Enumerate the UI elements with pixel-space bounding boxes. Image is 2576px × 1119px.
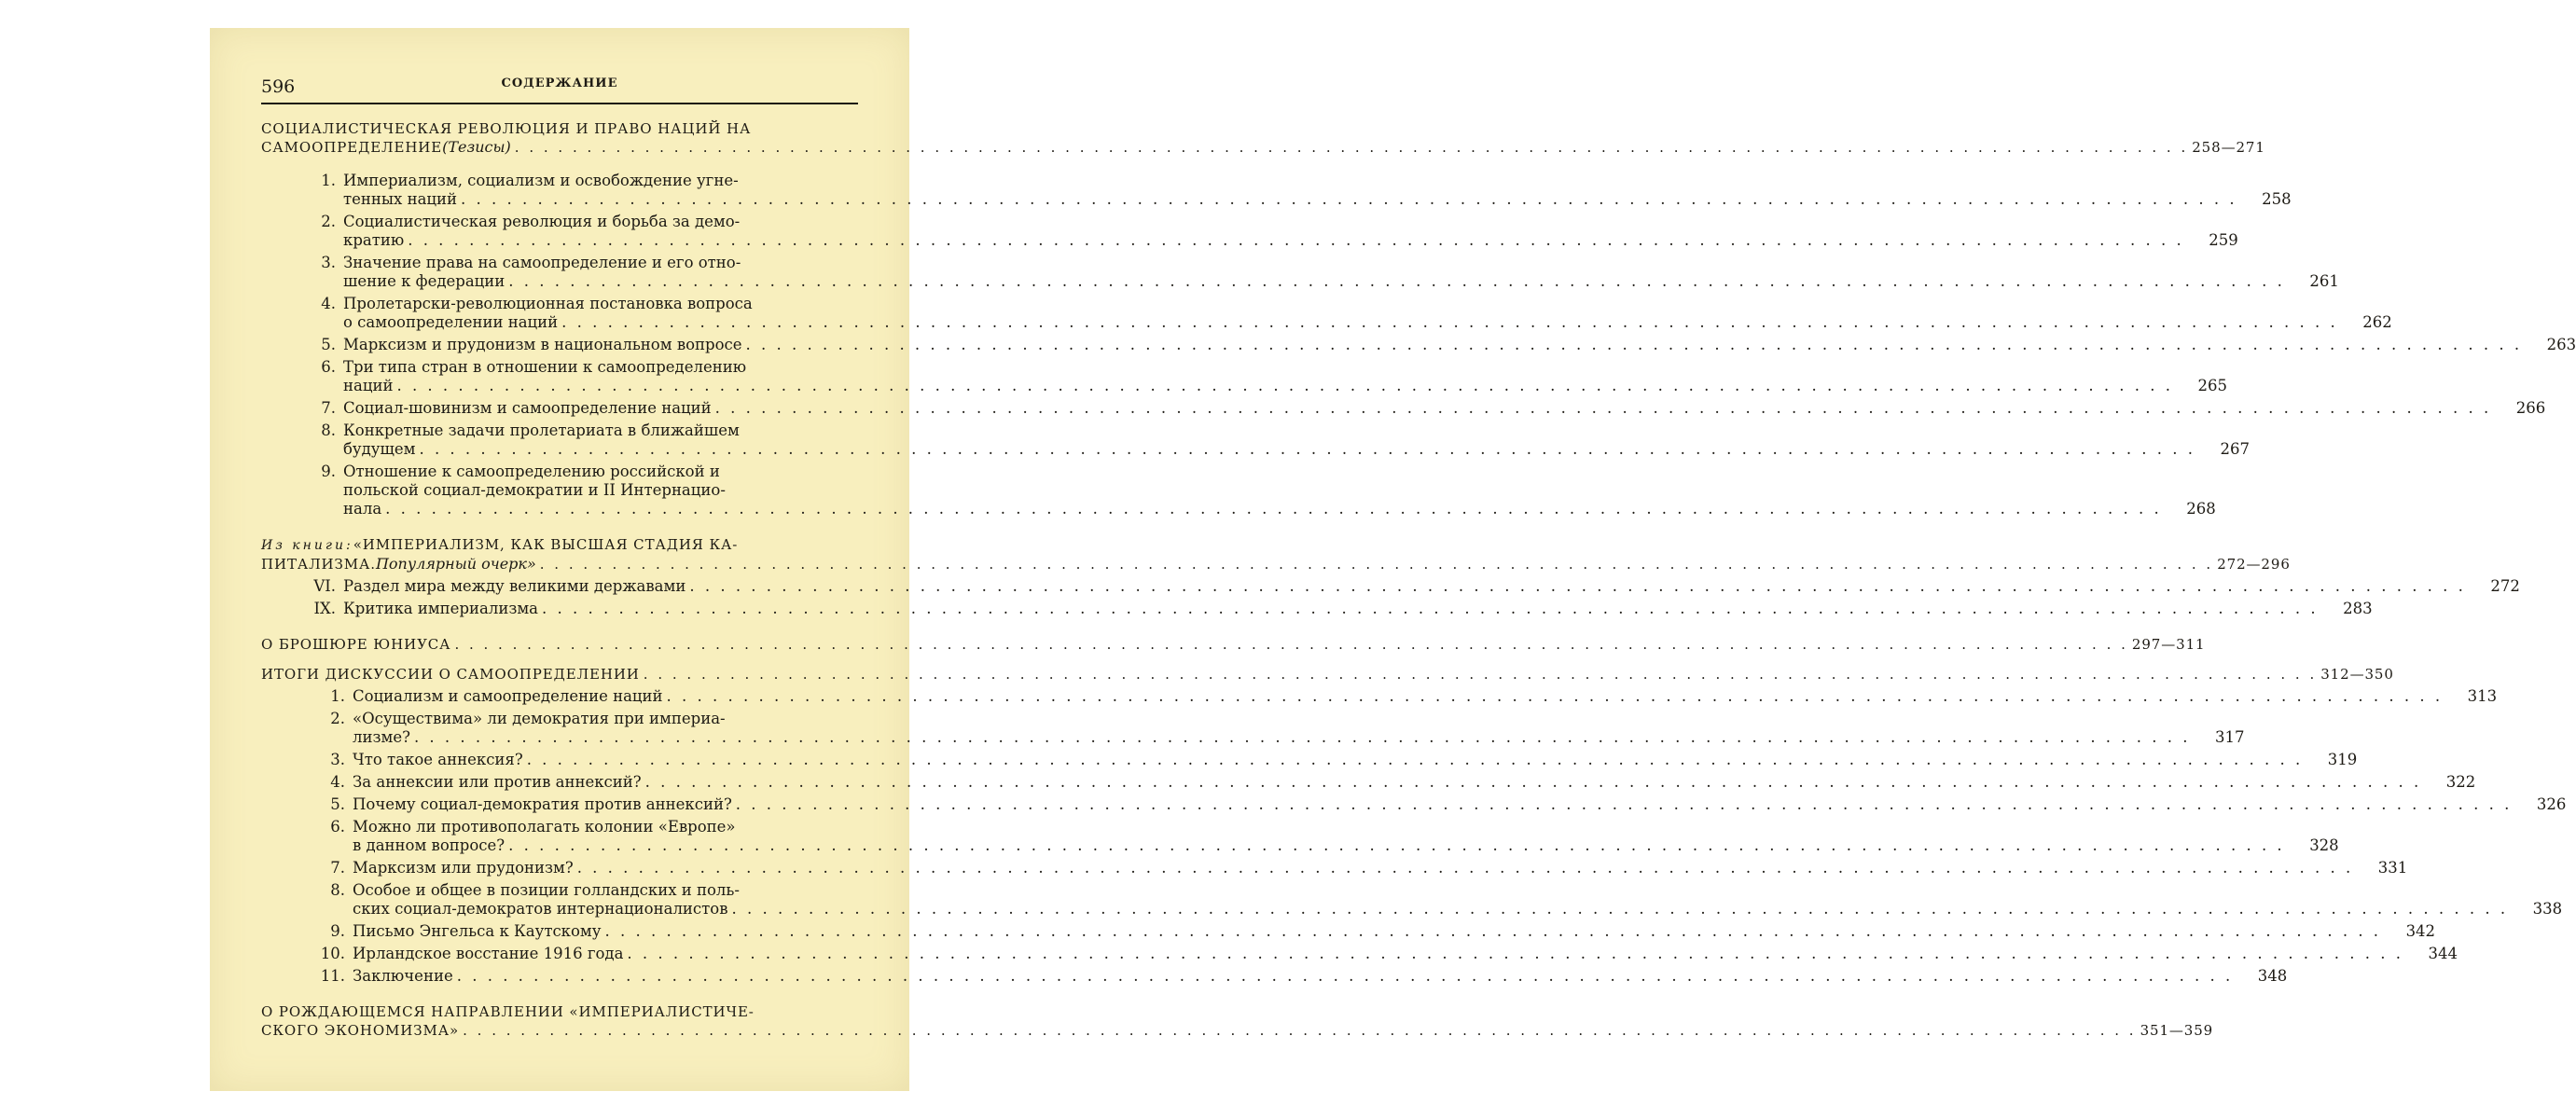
section-pages: 312—350 xyxy=(2320,666,2394,683)
entry-page: 272 xyxy=(2490,577,2520,595)
toc-entry xyxy=(261,687,2498,706)
toc-entry xyxy=(261,421,2251,459)
entry-line: Раздел мира между великими державами . . . xyxy=(343,577,2470,596)
leader-dots xyxy=(645,773,2422,792)
entry-text xyxy=(353,710,2195,747)
toc-entry xyxy=(261,463,2216,518)
section-title-line: О РОЖДАЮЩЕМСЯ НАПРАВЛЕНИИ «ИМПЕРИАЛИСТИЧЕ- xyxy=(261,1003,755,1020)
entry-page: 322 xyxy=(2445,773,2476,791)
leader-dots xyxy=(419,440,2195,459)
entry-line: Что такое аннексия? . . . xyxy=(353,751,2306,769)
entry-number: 2. xyxy=(330,710,345,727)
leader-dots xyxy=(644,665,2317,684)
entry-page: 313 xyxy=(2467,687,2498,705)
entry-page: 268 xyxy=(2186,500,2216,518)
entry-line: Ирландское восстание 1916 года . . . xyxy=(353,945,2407,963)
entry-page: 328 xyxy=(2309,836,2339,854)
toc-entry xyxy=(261,751,2358,769)
leader-dots xyxy=(396,377,2173,395)
entry-line: Почему социал-демократия против аннексий? . . . xyxy=(353,795,2515,814)
entry-text xyxy=(343,295,2342,332)
entry-number: IX. xyxy=(313,600,336,617)
entry-number: 1. xyxy=(330,687,345,705)
entry-number: 2. xyxy=(321,213,336,230)
entry-line: Пролетарски-революционная постановка вопроса xyxy=(343,295,753,312)
entry-page: 331 xyxy=(2377,859,2408,877)
section-title-line: САМООПРЕДЕЛЕНИЕ (Тезисы) . . . 258—271 xyxy=(261,138,858,157)
entry-number: 9. xyxy=(321,463,336,480)
entry-line: о самоопределении наций . . . xyxy=(343,313,2342,332)
entry-line: наций . . . xyxy=(343,377,2177,395)
entry-page: 267 xyxy=(2220,440,2251,458)
entry-text xyxy=(343,336,2526,354)
entry-text xyxy=(353,967,2237,986)
entry-number: 4. xyxy=(330,773,345,791)
entry-line: Конкретные задачи пролетариата в ближайшем xyxy=(343,421,740,439)
section-title-line: СОЦИАЛИСТИЧЕСКАЯ РЕВОЛЮЦИЯ И ПРАВО НАЦИЙ НА xyxy=(261,120,752,137)
leader-dots xyxy=(463,1021,2136,1040)
entry-line: лизме? . . . xyxy=(353,728,2195,747)
entry-line: Социализм и самоопределение наций . . . xyxy=(353,687,2446,706)
entry-text xyxy=(353,751,2306,769)
entry-number: 7. xyxy=(321,399,336,417)
toc-section-5 xyxy=(261,1002,2214,1040)
entry-line: Письмо Энгельса к Каутскому . . . xyxy=(353,922,2385,941)
entry-page: 348 xyxy=(2257,967,2288,985)
entry-number: 6. xyxy=(330,818,345,836)
entry-text xyxy=(353,818,2289,855)
toc-section-4 xyxy=(261,665,2567,986)
leader-dots xyxy=(715,399,2492,418)
entry-page: 265 xyxy=(2197,377,2228,394)
leader-dots xyxy=(627,945,2403,963)
toc-entry xyxy=(261,922,2436,941)
entry-text xyxy=(353,922,2385,941)
entry-line: «Осуществима» ли демократия при империа- xyxy=(353,710,726,727)
entry-number: VI. xyxy=(313,577,336,595)
toc-entry xyxy=(261,859,2408,877)
entry-page: 338 xyxy=(2532,900,2563,918)
entry-number: 4. xyxy=(321,295,336,312)
toc-entry xyxy=(261,213,2238,250)
toc-entry xyxy=(261,795,2567,814)
entry-text xyxy=(343,254,2289,291)
entry-line: Можно ли противополагать колонии «Европе» xyxy=(353,818,736,836)
entry-number: 1. xyxy=(321,172,336,189)
toc-entry xyxy=(261,881,2563,919)
toc-entry xyxy=(261,818,2339,855)
leader-dots xyxy=(689,577,2466,596)
section-pages: 272—296 xyxy=(2217,556,2291,573)
entry-text xyxy=(353,687,2446,706)
entry-line: Значение права на самоопределение и его отно- xyxy=(343,254,741,271)
entry-line: ских социал-демократов интернационалистов . . . xyxy=(353,900,2512,919)
leader-dots xyxy=(540,555,2213,573)
leader-dots xyxy=(746,336,2523,354)
entry-line: Заключение . . . xyxy=(353,967,2237,986)
leader-dots xyxy=(542,600,2319,618)
header-rule xyxy=(261,103,858,104)
entry-number: 3. xyxy=(330,751,345,768)
section-pages: 258—271 xyxy=(2192,139,2265,156)
entry-page: 259 xyxy=(2209,231,2238,249)
entry-number: 11. xyxy=(320,967,345,985)
leader-dots xyxy=(457,967,2234,986)
entry-text xyxy=(343,463,2166,518)
toc-entry xyxy=(261,172,2292,209)
section-title-line: СКОГО ЭКОНОМИЗМА» . . . 351—359 xyxy=(261,1021,858,1040)
entry-text xyxy=(353,773,2425,792)
entry-line: будущем . . . xyxy=(343,440,2199,459)
entry-line: Отношение к самоопределению российской и xyxy=(343,463,720,480)
toc-content xyxy=(261,76,2576,1040)
leader-dots xyxy=(732,900,2509,919)
section-title-line: О БРОШЮРЕ ЮНИУСА . . . 297—311 xyxy=(261,635,858,654)
toc-entry xyxy=(261,600,2373,618)
book-page xyxy=(210,28,2576,1091)
entry-text xyxy=(353,795,2515,814)
entry-line: Марксизм и прудонизм в национальном вопросе . . . xyxy=(343,336,2526,354)
section-title-line: ПИТАЛИЗМА. Популярный очерк» . . . 272—296 xyxy=(261,555,858,573)
entry-text xyxy=(343,577,2470,596)
entry-text xyxy=(343,358,2177,395)
entry-number: 8. xyxy=(330,881,345,899)
entry-text xyxy=(343,600,2322,618)
toc-entry xyxy=(261,945,2458,963)
leader-dots xyxy=(508,836,2285,855)
entry-number: 10. xyxy=(320,945,345,962)
entry-line: Марксизм или прудонизм? . . . xyxy=(353,859,2357,877)
leader-dots xyxy=(408,231,2184,250)
entry-text xyxy=(343,399,2495,418)
page-number: 596 xyxy=(261,76,296,97)
entry-page: 266 xyxy=(2515,399,2546,417)
entry-line: тенных наций . . . xyxy=(343,190,2241,209)
leader-dots xyxy=(385,500,2162,518)
entry-line: кратию . . . xyxy=(343,231,2188,250)
leader-dots xyxy=(667,687,2444,706)
entry-number: 5. xyxy=(321,336,336,353)
entry-line: Империализм, социализм и освобождение угне- xyxy=(343,172,739,189)
leader-dots xyxy=(604,922,2381,941)
leader-dots xyxy=(515,138,2188,157)
entry-text xyxy=(353,881,2512,919)
toc-section-3 xyxy=(261,635,2206,654)
leader-dots xyxy=(577,859,2354,877)
toc-entry xyxy=(261,399,2546,418)
toc-entry xyxy=(261,710,2245,747)
section-pages: 297—311 xyxy=(2131,636,2206,653)
entry-page: 342 xyxy=(2405,922,2436,940)
entry-number: 5. xyxy=(330,795,345,813)
section-pages: 351—359 xyxy=(2140,1022,2214,1039)
entry-line: шение к федерации . . . xyxy=(343,272,2289,291)
leader-dots xyxy=(414,728,2191,747)
entry-number: 6. xyxy=(321,358,336,376)
running-title: СОДЕРЖАНИЕ xyxy=(501,76,618,90)
toc-entry xyxy=(261,967,2288,986)
entry-text xyxy=(343,172,2241,209)
entry-line: За аннексии или против аннексий? . . . xyxy=(353,773,2425,792)
entry-line: в данном вопросе? . . . xyxy=(353,836,2289,855)
toc-entry xyxy=(261,336,2576,354)
leader-dots xyxy=(561,313,2338,332)
toc-section-2 xyxy=(261,535,2520,618)
entry-line: Критика империализма . . . xyxy=(343,600,2322,618)
toc-section-1 xyxy=(261,119,2576,518)
toc-entry xyxy=(261,577,2520,596)
entry-text xyxy=(353,859,2357,877)
entry-text xyxy=(343,421,2199,459)
entry-line: Особое и общее в позиции голландских и поль- xyxy=(353,881,740,899)
entry-page: 258 xyxy=(2262,190,2292,208)
entry-page: 317 xyxy=(2215,728,2245,746)
entry-number: 7. xyxy=(330,859,345,877)
section-title-line: Из книги: «ИМПЕРИАЛИЗМ, КАК ВЫСШАЯ СТАДИЯ КА- xyxy=(261,536,739,553)
entry-page: 326 xyxy=(2536,795,2567,813)
section-title-line: ИТОГИ ДИСКУССИИ О САМООПРЕДЕЛЕНИИ . . . 312—350 xyxy=(261,665,858,684)
leader-dots xyxy=(461,190,2237,209)
entry-page: 319 xyxy=(2327,751,2358,768)
entry-line: Социал-шовинизм и самоопределение наций . . . xyxy=(343,399,2495,418)
toc-entry xyxy=(261,295,2392,332)
entry-page: 344 xyxy=(2428,945,2458,962)
leader-dots xyxy=(527,751,2304,769)
leader-dots xyxy=(736,795,2513,814)
entry-number: 8. xyxy=(321,421,336,439)
running-header xyxy=(261,76,858,101)
leader-dots xyxy=(508,272,2285,291)
entry-page: 283 xyxy=(2343,600,2373,617)
entry-number: 9. xyxy=(330,922,345,940)
entry-text xyxy=(343,213,2188,250)
entry-page: 263 xyxy=(2546,336,2576,353)
leader-dots xyxy=(454,635,2127,654)
toc-entry xyxy=(261,773,2476,792)
entry-page: 262 xyxy=(2362,313,2392,331)
entry-text xyxy=(353,945,2407,963)
entry-line: Три типа стран в отношении к самоопределению xyxy=(343,358,747,376)
toc-entry xyxy=(261,358,2228,395)
entry-number: 3. xyxy=(321,254,336,271)
entry-line: Социалистическая революция и борьба за демо- xyxy=(343,213,741,230)
toc-entry xyxy=(261,254,2339,291)
entry-line: польской социал-демократии и II Интернацио- xyxy=(343,481,726,499)
entry-page: 261 xyxy=(2309,272,2339,290)
entry-line: нала . . . xyxy=(343,500,2166,518)
